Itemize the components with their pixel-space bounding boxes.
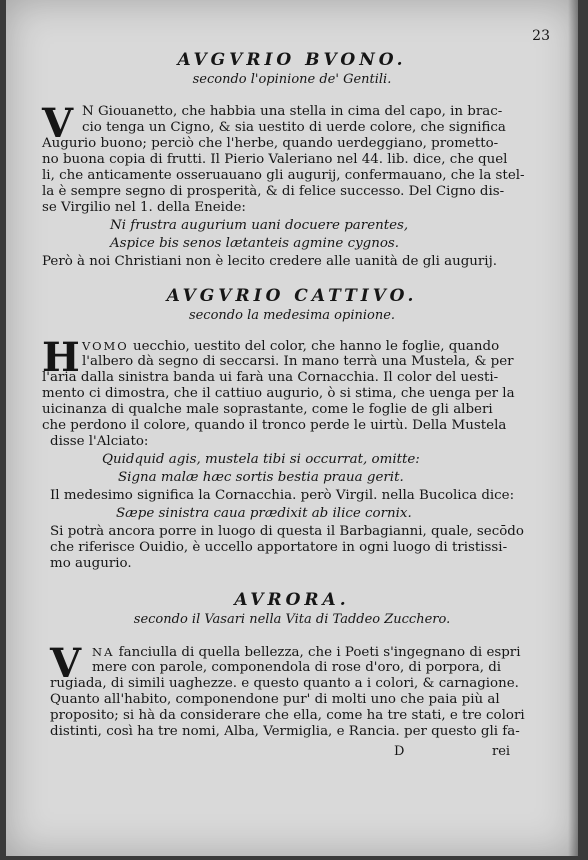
dropcap-v: V	[50, 640, 82, 687]
text-line: mo augurio.	[50, 556, 132, 571]
section-title-augurio-buono: AVGVRIO BVONO.	[177, 50, 407, 70]
text-line: la è sempre segno di prosperità, & di felice successo. Del Cigno dis-	[42, 184, 505, 199]
text-line: se Virgilio nel 1. della Eneide:	[42, 200, 246, 215]
text-line: distinti, così ha tre nomi, Alba, Vermiglia, e Rancia. per questo gli fa-	[50, 724, 520, 739]
text-line: proposito; si hà da considerare che ella, come ha tre stati, e tre colori	[50, 708, 525, 723]
text-line: mento ci dimostra, che il cattiuo augurio, ò si stima, che uenga per la	[42, 386, 515, 401]
verse-line: Signa malæ hæc sortis bestia praua gerit.	[118, 470, 404, 485]
text-line: Però à noi Christiani non è lecito credere alle uanità de gli augurij.	[42, 254, 498, 269]
text-line: l'aria dalla sinistra banda ui farà una Cornacchia. Il color del uesti-	[42, 370, 499, 385]
dropcap-v: V	[42, 100, 74, 147]
catchword: rei	[492, 744, 511, 759]
section-subtitle-augurio-cattivo: secondo la medesima opinione.	[188, 308, 396, 323]
text-line-rest: fanciulla di quella bellezza, che i Poeti s'ingegnano di espri	[114, 645, 521, 660]
text-line: Si potrà ancora porre in luogo di questa il Barbagianni, quale, secōdo	[50, 524, 524, 539]
text-line	[82, 338, 499, 355]
section-title-augurio-cattivo: AVGVRIO CATTIVO.	[166, 286, 418, 306]
section-subtitle-augurio-buono: secondo l'opinione de' Gentili.	[192, 72, 392, 87]
verse-line: Aspice bis senos lætanteis agmine cygnos.	[110, 236, 400, 251]
text-line: N Giouanetto, che habbia una stella in cima del capo, in brac-	[82, 104, 503, 119]
verse-line: Quidquid agis, mustela tibi si occurrat, omitte:	[102, 452, 420, 467]
section-title-aurora: AVRORA.	[234, 590, 350, 610]
text-line: che riferisce Ouidio, è uccello apportatore in ogni luogo di tristissi-	[50, 540, 508, 555]
book-page	[6, 0, 578, 856]
text-line: Augurio buono; perciò che l'herbe, quando uerdeggiano, prometto-	[42, 136, 499, 151]
text-line: no buona copia di frutti. Il Pierio Valeriano nel 44. lib. dice, che quel	[42, 152, 508, 167]
text-line: Quanto all'habito, componendone pur' di molti uno che paia più al	[50, 692, 500, 707]
text-line	[92, 644, 521, 661]
text-line: che perdono il colore, quando il tronco perde le uirtù. Della Mustela	[42, 418, 507, 433]
section-subtitle-aurora: secondo il Vasari nella Vita di Taddeo Zucchero.	[133, 612, 451, 627]
caprest-na: NA	[92, 645, 115, 659]
verse-line: Ni frustra augurium uani docuere parentes,	[110, 218, 409, 233]
text-line: rugiada, di simili uaghezze. e questo quanto a i colori, & carnagione.	[50, 676, 519, 691]
text-line: uicinanza di qualche male soprastante, come le foglie de gli alberi	[42, 402, 493, 417]
text-line: mere con parole, componendola di rose d'oro, di porpora, di	[92, 660, 502, 675]
verse-line: Sæpe sinistra caua prædixit ab ilice cornix.	[116, 506, 412, 521]
text-line: li, che anticamente osseruauano gli augurij, confermauano, che la stel-	[42, 168, 525, 183]
text-line: cio tenga un Cigno, & sia uestito di uerde colore, che significa	[82, 120, 506, 135]
text-line: l'albero dà segno di seccarsi. In mano terrà una Mustela, & per	[82, 354, 514, 369]
text-line-rest: uecchio, uestito del color, che hanno le foglie, quando	[128, 339, 500, 354]
signature-mark: D	[394, 744, 405, 759]
page-number: 23	[532, 28, 550, 44]
text-line: disse l'Alciato:	[50, 434, 149, 449]
caprest-vomo: VOMO	[82, 339, 129, 353]
dropcap-h: H	[42, 334, 80, 381]
text-line: Il medesimo significa la Cornacchia. però Virgil. nella Bucolica dice:	[50, 488, 515, 503]
